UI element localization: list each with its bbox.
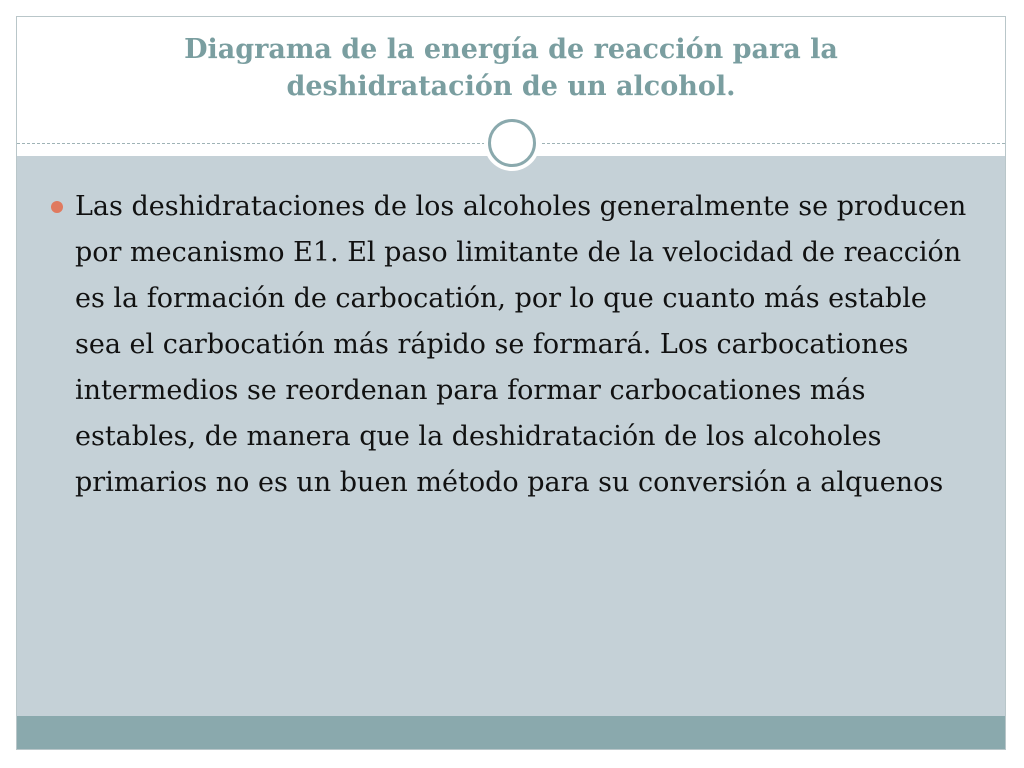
bullet-dot-icon bbox=[51, 201, 63, 213]
ring-icon bbox=[488, 119, 536, 167]
slide-title bbox=[57, 31, 965, 105]
footer-bar bbox=[17, 716, 1005, 749]
bullet-text: Las deshidrataciones de los alcoholes generalmente se producen por mecanismo E1. El paso limitante de la velocidad de reacción es la formación de carbocatión, por lo que cuanto más estable sea el carbocatión más rápido se formará. Los carbocationes intermedios se reordenan para formar carbocationes más estables, de manera que la deshidratación de los alcoholes primarios no es un buen método para su conversión a alquenos bbox=[75, 191, 967, 498]
slide bbox=[16, 16, 1006, 750]
bullet-item bbox=[51, 184, 981, 506]
slide-title-line-1: Diagrama de la energía de reacción para la bbox=[184, 34, 838, 65]
slide-title-line-2: deshidratación de un alcohol. bbox=[286, 71, 736, 102]
bullet-list bbox=[51, 184, 981, 506]
